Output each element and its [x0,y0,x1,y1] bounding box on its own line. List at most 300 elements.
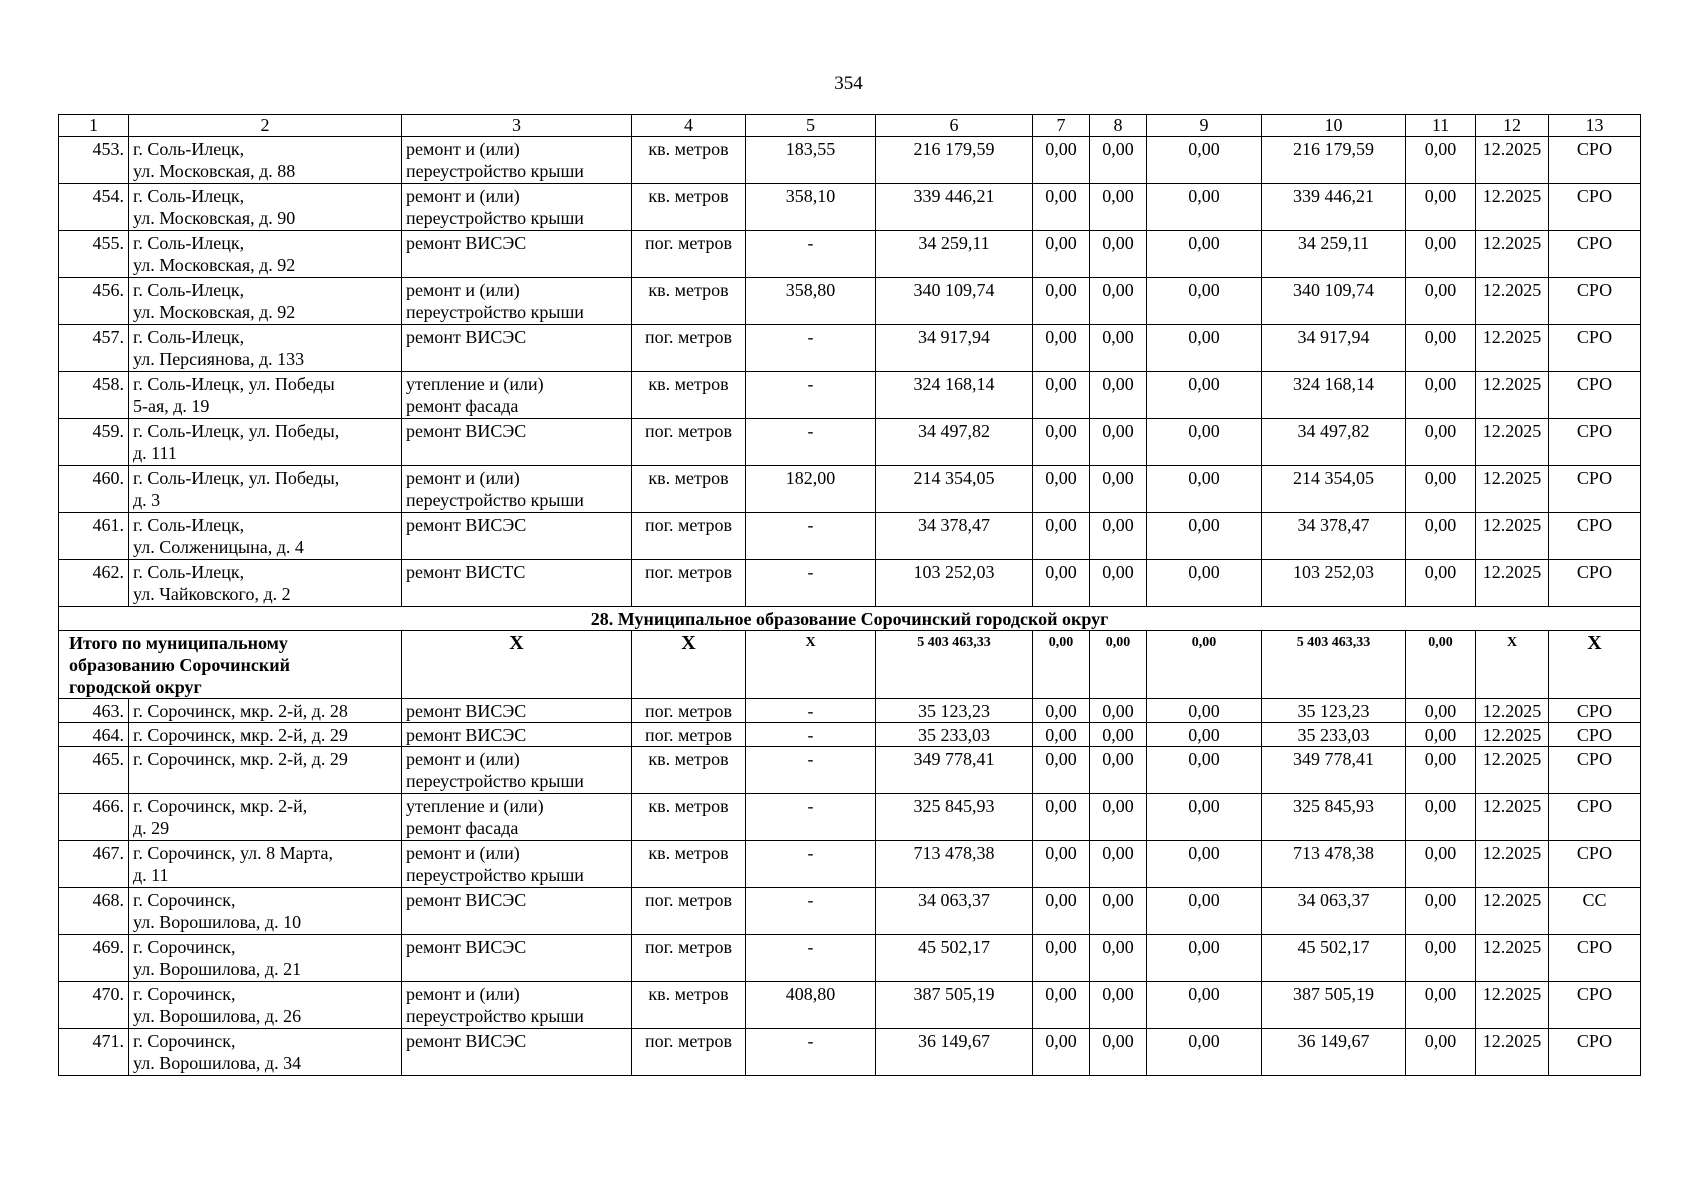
row-number: 458. [59,372,129,419]
value-cell-c11: 0,00 [1406,888,1476,935]
unit-cell: кв. метров [632,794,746,841]
value-cell-c11: 0,00 [1406,325,1476,372]
value-cell-c8: 0,00 [1090,513,1147,560]
value-cell-c10: 34 378,47 [1262,513,1406,560]
unit-cell: кв. метров [632,278,746,325]
value-cell-c11: 0,00 [1406,723,1476,747]
total-label-line-1: Итого по муниципальному [69,633,288,653]
total-t10: 5 403 463,33 [1262,631,1406,699]
unit-cell: пог. метров [632,723,746,747]
row-number: 457. [59,325,129,372]
value-cell-c11: 0,00 [1406,794,1476,841]
address-cell-line-2: ул. Московская, д. 88 [133,161,296,181]
address-cell-line-2: ул. Ворошилова, д. 34 [133,1053,302,1073]
responsible-cell: СРО [1549,419,1641,466]
value-cell-c10: 324 168,14 [1262,372,1406,419]
address-cell-line-1: г. Сорочинск, [133,984,236,1004]
value-cell-c11: 0,00 [1406,137,1476,184]
address-cell-line-1: г. Соль-Илецк, ул. Победы, [133,421,340,441]
value-cell-c7: 0,00 [1033,137,1090,184]
address-cell-line-1: г. Сорочинск, [133,890,236,910]
value-cell-c10: 103 252,03 [1262,560,1406,607]
value-cell-c6: 35 233,03 [876,723,1033,747]
value-cell-c10: 34 259,11 [1262,231,1406,278]
table-row [59,723,1641,747]
table-row [59,513,1641,560]
value-cell-c6: 34 259,11 [876,231,1033,278]
work-type-cell-line-2: переустройство крыши [406,1006,584,1026]
value-cell-c12: 12.2025 [1476,231,1549,278]
value-cell-c10: 214 354,05 [1262,466,1406,513]
total-t6: 5 403 463,33 [876,631,1033,699]
value-cell-c7: 0,00 [1033,278,1090,325]
table-row [59,184,1641,231]
address-cell-line-2: ул. Чайковского, д. 2 [133,584,291,604]
address-cell-line-2: ул. Солженицына, д. 4 [133,537,304,557]
value-cell-c8: 0,00 [1090,1029,1147,1076]
header-cell: 9 [1147,115,1262,137]
address-cell-line-1: г. Соль-Илецк, [133,139,245,159]
work-type-cell [402,982,632,1029]
value-cell-c5: - [746,888,876,935]
value-cell-c11: 0,00 [1406,1029,1476,1076]
value-cell-c11: 0,00 [1406,747,1476,794]
work-type-cell-line-2: переустройство крыши [406,161,584,181]
responsible-cell: СРО [1549,372,1641,419]
row-number: 465. [59,747,129,794]
address-cell-line-2: д. 11 [133,865,169,885]
value-cell-c8: 0,00 [1090,137,1147,184]
value-cell-c11: 0,00 [1406,278,1476,325]
address-cell-line-1: г. Соль-Илецк, [133,280,245,300]
value-cell-c9: 0,00 [1147,1029,1262,1076]
value-cell-c7: 0,00 [1033,723,1090,747]
work-type-cell-line-1: ремонт и (или) [406,280,520,300]
value-cell-c5: - [746,699,876,723]
value-cell-c8: 0,00 [1090,888,1147,935]
header-cell: 13 [1549,115,1641,137]
value-cell-c7: 0,00 [1033,982,1090,1029]
work-type-cell [402,560,632,607]
value-cell-c7: 0,00 [1033,372,1090,419]
value-cell-c10: 216 179,59 [1262,137,1406,184]
work-type-cell-line-1: ремонт ВИСЭС [406,701,527,721]
value-cell-c9: 0,00 [1147,982,1262,1029]
value-cell-c7: 0,00 [1033,466,1090,513]
value-cell-c5: 408,80 [746,982,876,1029]
header-cell: 8 [1090,115,1147,137]
value-cell-c8: 0,00 [1090,723,1147,747]
value-cell-c7: 0,00 [1033,184,1090,231]
address-cell-line-2: ул. Персиянова, д. 133 [133,349,305,369]
value-cell-c10: 34 917,94 [1262,325,1406,372]
table-row [59,137,1641,184]
work-type-cell-line-1: ремонт ВИСЭС [406,890,527,910]
responsible-cell: СРО [1549,231,1641,278]
table-row [59,419,1641,466]
table-row [59,560,1641,607]
value-cell-c6: 35 123,23 [876,699,1033,723]
row-number: 459. [59,419,129,466]
value-cell-c7: 0,00 [1033,1029,1090,1076]
value-cell-c9: 0,00 [1147,184,1262,231]
address-cell-line-1: г. Сорочинск, [133,1031,236,1051]
work-type-cell-line-1: ремонт и (или) [406,843,520,863]
address-cell [129,372,402,419]
address-cell-line-2: ул. Ворошилова, д. 21 [133,959,302,979]
value-cell-c5: - [746,794,876,841]
work-type-cell [402,513,632,560]
header-cell: 7 [1033,115,1090,137]
row-number: 462. [59,560,129,607]
value-cell-c8: 0,00 [1090,184,1147,231]
responsible-cell: СРО [1549,935,1641,982]
address-cell [129,747,402,794]
value-cell-c10: 713 478,38 [1262,841,1406,888]
value-cell-c6: 387 505,19 [876,982,1033,1029]
table-row [59,888,1641,935]
value-cell-c7: 0,00 [1033,747,1090,794]
section-header-row [59,607,1641,631]
value-cell-c10: 340 109,74 [1262,278,1406,325]
table-row [59,325,1641,372]
responsible-cell: СРО [1549,699,1641,723]
unit-cell: кв. метров [632,982,746,1029]
responsible-cell: СС [1549,888,1641,935]
address-cell [129,466,402,513]
table-row [59,231,1641,278]
header-cell: 5 [746,115,876,137]
row-number: 453. [59,137,129,184]
table-row [59,982,1641,1029]
total-col-13: X [1549,631,1641,699]
address-cell [129,419,402,466]
value-cell-c8: 0,00 [1090,935,1147,982]
work-type-cell [402,419,632,466]
value-cell-c7: 0,00 [1033,794,1090,841]
work-type-cell-line-1: ремонт и (или) [406,139,520,159]
value-cell-c8: 0,00 [1090,841,1147,888]
value-cell-c5: - [746,747,876,794]
value-cell-c6: 339 446,21 [876,184,1033,231]
address-cell [129,888,402,935]
value-cell-c5: - [746,231,876,278]
header-cell: 11 [1406,115,1476,137]
table-row [59,466,1641,513]
value-cell-c6: 713 478,38 [876,841,1033,888]
header-cell: 12 [1476,115,1549,137]
value-cell-c5: - [746,723,876,747]
value-cell-c6: 216 179,59 [876,137,1033,184]
total-t12: X [1476,631,1549,699]
value-cell-c11: 0,00 [1406,935,1476,982]
value-cell-c7: 0,00 [1033,419,1090,466]
value-cell-c8: 0,00 [1090,419,1147,466]
address-cell [129,231,402,278]
value-cell-c7: 0,00 [1033,325,1090,372]
work-type-cell [402,137,632,184]
unit-cell: пог. метров [632,513,746,560]
work-type-cell [402,723,632,747]
work-type-cell-line-2: переустройство крыши [406,865,584,885]
work-type-cell [402,184,632,231]
responsible-cell: СРО [1549,747,1641,794]
value-cell-c10: 34 063,37 [1262,888,1406,935]
value-cell-c11: 0,00 [1406,466,1476,513]
header-cell: 1 [59,115,129,137]
address-cell [129,278,402,325]
address-cell-line-1: г. Соль-Илецк, [133,515,245,535]
value-cell-c9: 0,00 [1147,325,1262,372]
value-cell-c6: 34 497,82 [876,419,1033,466]
work-type-cell [402,888,632,935]
work-type-cell [402,231,632,278]
total-label-line-3: городской округ [69,677,202,697]
value-cell-c10: 35 123,23 [1262,699,1406,723]
work-type-cell [402,372,632,419]
value-cell-c8: 0,00 [1090,231,1147,278]
work-type-cell [402,841,632,888]
work-type-cell-line-1: ремонт ВИСТС [406,562,526,582]
value-cell-c12: 12.2025 [1476,278,1549,325]
value-cell-c9: 0,00 [1147,231,1262,278]
address-cell-line-1: г. Сорочинск, ул. 8 Марта, [133,843,333,863]
work-type-cell-line-2: ремонт фасада [406,818,519,838]
work-type-cell [402,747,632,794]
table-body [59,115,1641,1076]
value-cell-c6: 36 149,67 [876,1029,1033,1076]
work-type-cell [402,794,632,841]
value-cell-c11: 0,00 [1406,184,1476,231]
value-cell-c7: 0,00 [1033,231,1090,278]
value-cell-c6: 340 109,74 [876,278,1033,325]
work-type-cell [402,278,632,325]
work-type-cell-line-1: утепление и (или) [406,796,544,816]
work-type-cell [402,699,632,723]
value-cell-c9: 0,00 [1147,723,1262,747]
value-cell-c12: 12.2025 [1476,513,1549,560]
value-cell-c12: 12.2025 [1476,419,1549,466]
total-col-4: X [632,631,746,699]
value-cell-c10: 387 505,19 [1262,982,1406,1029]
responsible-cell: СРО [1549,513,1641,560]
row-number: 466. [59,794,129,841]
responsible-cell: СРО [1549,841,1641,888]
value-cell-c10: 45 502,17 [1262,935,1406,982]
unit-cell: пог. метров [632,231,746,278]
responsible-cell: СРО [1549,278,1641,325]
address-cell-line-2: д. 29 [133,818,170,838]
value-cell-c8: 0,00 [1090,372,1147,419]
responsible-cell: СРО [1549,982,1641,1029]
value-cell-c7: 0,00 [1033,841,1090,888]
value-cell-c9: 0,00 [1147,935,1262,982]
value-cell-c8: 0,00 [1090,466,1147,513]
value-cell-c10: 36 149,67 [1262,1029,1406,1076]
address-cell-line-1: г. Сорочинск, [133,937,236,957]
address-cell-line-1: г. Сорочинск, мкр. 2-й, д. 29 [133,725,348,745]
responsible-cell: СРО [1549,794,1641,841]
work-type-cell [402,466,632,513]
value-cell-c11: 0,00 [1406,419,1476,466]
value-cell-c6: 45 502,17 [876,935,1033,982]
row-number: 471. [59,1029,129,1076]
header-cell: 6 [876,115,1033,137]
value-cell-c10: 35 233,03 [1262,723,1406,747]
unit-cell: кв. метров [632,184,746,231]
value-cell-c12: 12.2025 [1476,372,1549,419]
value-cell-c8: 0,00 [1090,560,1147,607]
value-cell-c5: - [746,935,876,982]
value-cell-c12: 12.2025 [1476,1029,1549,1076]
responsible-cell: СРО [1549,137,1641,184]
table-row [59,747,1641,794]
value-cell-c8: 0,00 [1090,699,1147,723]
value-cell-c5: 358,80 [746,278,876,325]
unit-cell: пог. метров [632,935,746,982]
header-cell: 3 [402,115,632,137]
address-cell [129,184,402,231]
value-cell-c5: 182,00 [746,466,876,513]
unit-cell: пог. метров [632,699,746,723]
address-cell [129,325,402,372]
value-cell-c12: 12.2025 [1476,935,1549,982]
value-cell-c9: 0,00 [1147,278,1262,325]
address-cell-line-1: г. Сорочинск, мкр. 2-й, [133,796,308,816]
value-cell-c12: 12.2025 [1476,888,1549,935]
table-row [59,699,1641,723]
address-cell-line-1: г. Соль-Илецк, [133,186,245,206]
row-number: 470. [59,982,129,1029]
value-cell-c11: 0,00 [1406,560,1476,607]
value-cell-c5: 358,10 [746,184,876,231]
address-cell-line-2: ул. Московская, д. 92 [133,302,296,322]
value-cell-c7: 0,00 [1033,560,1090,607]
address-cell-line-1: г. Соль-Илецк, [133,327,245,347]
row-number: 455. [59,231,129,278]
value-cell-c5: 183,55 [746,137,876,184]
work-type-cell-line-1: ремонт и (или) [406,749,520,769]
value-cell-c8: 0,00 [1090,325,1147,372]
value-cell-c11: 0,00 [1406,982,1476,1029]
value-cell-c12: 12.2025 [1476,723,1549,747]
address-cell-line-1: г. Соль-Илецк, ул. Победы [133,374,335,394]
value-cell-c9: 0,00 [1147,747,1262,794]
total-label [59,631,402,699]
unit-cell: кв. метров [632,841,746,888]
work-type-cell-line-1: ремонт ВИСЭС [406,421,527,441]
value-cell-c6: 325 845,93 [876,794,1033,841]
total-label-line-2: образованию Сорочинский [69,655,290,675]
work-type-cell-line-1: ремонт ВИСЭС [406,1031,527,1051]
address-cell-line-2: ул. Московская, д. 90 [133,208,296,228]
address-cell-line-2: ул. Ворошилова, д. 26 [133,1006,302,1026]
value-cell-c12: 12.2025 [1476,841,1549,888]
responsible-cell: СРО [1549,560,1641,607]
row-number: 461. [59,513,129,560]
work-type-cell-line-1: ремонт и (или) [406,468,520,488]
value-cell-c5: - [746,372,876,419]
value-cell-c6: 34 917,94 [876,325,1033,372]
header-cell: 2 [129,115,402,137]
address-cell [129,560,402,607]
value-cell-c12: 12.2025 [1476,982,1549,1029]
row-number: 463. [59,699,129,723]
address-cell-line-1: г. Сорочинск, мкр. 2-й, д. 28 [133,701,348,721]
work-type-cell-line-1: ремонт и (или) [406,186,520,206]
work-type-cell [402,1029,632,1076]
value-cell-c6: 214 354,05 [876,466,1033,513]
value-cell-c7: 0,00 [1033,935,1090,982]
value-cell-c10: 325 845,93 [1262,794,1406,841]
total-t9: 0,00 [1147,631,1262,699]
value-cell-c9: 0,00 [1147,513,1262,560]
responsible-cell: СРО [1549,1029,1641,1076]
work-type-cell-line-1: ремонт ВИСЭС [406,233,527,253]
value-cell-c10: 34 497,82 [1262,419,1406,466]
value-cell-c12: 12.2025 [1476,137,1549,184]
unit-cell: кв. метров [632,466,746,513]
responsible-cell: СРО [1549,184,1641,231]
work-type-cell-line-2: переустройство крыши [406,771,584,791]
value-cell-c8: 0,00 [1090,982,1147,1029]
unit-cell: пог. метров [632,888,746,935]
total-col-3: X [402,631,632,699]
value-cell-c9: 0,00 [1147,560,1262,607]
work-type-cell-line-1: утепление и (или) [406,374,544,394]
value-cell-c8: 0,00 [1090,794,1147,841]
address-cell-line-2: д. 3 [133,490,161,510]
value-cell-c10: 339 446,21 [1262,184,1406,231]
work-type-cell-line-1: ремонт ВИСЭС [406,515,527,535]
value-cell-c12: 12.2025 [1476,699,1549,723]
address-cell-line-2: ул. Московская, д. 92 [133,255,296,275]
section-title: 28. Муниципальное образование Сорочинский городской округ [59,607,1641,631]
responsible-cell: СРО [1549,466,1641,513]
row-number: 468. [59,888,129,935]
table-row [59,794,1641,841]
value-cell-c12: 12.2025 [1476,747,1549,794]
address-cell-line-2: ул. Ворошилова, д. 10 [133,912,302,932]
value-cell-c8: 0,00 [1090,747,1147,794]
address-cell-line-1: г. Сорочинск, мкр. 2-й, д. 29 [133,749,348,769]
work-type-cell [402,325,632,372]
value-cell-c9: 0,00 [1147,466,1262,513]
total-t11: 0,00 [1406,631,1476,699]
total-t5: X [746,631,876,699]
value-cell-c9: 0,00 [1147,372,1262,419]
address-cell-line-1: г. Соль-Илецк, [133,233,245,253]
value-cell-c6: 324 168,14 [876,372,1033,419]
value-cell-c9: 0,00 [1147,137,1262,184]
value-cell-c7: 0,00 [1033,699,1090,723]
address-cell [129,982,402,1029]
row-number: 464. [59,723,129,747]
header-cell: 4 [632,115,746,137]
total-row [59,631,1641,699]
value-cell-c6: 34 063,37 [876,888,1033,935]
address-cell-line-2: д. 111 [133,443,177,463]
value-cell-c8: 0,00 [1090,278,1147,325]
value-cell-c12: 12.2025 [1476,466,1549,513]
row-number: 467. [59,841,129,888]
value-cell-c11: 0,00 [1406,372,1476,419]
table-row [59,1029,1641,1076]
address-cell-line-2: 5-ая, д. 19 [133,396,210,416]
table-row [59,841,1641,888]
repair-plan-table [58,114,1641,1076]
value-cell-c5: - [746,513,876,560]
